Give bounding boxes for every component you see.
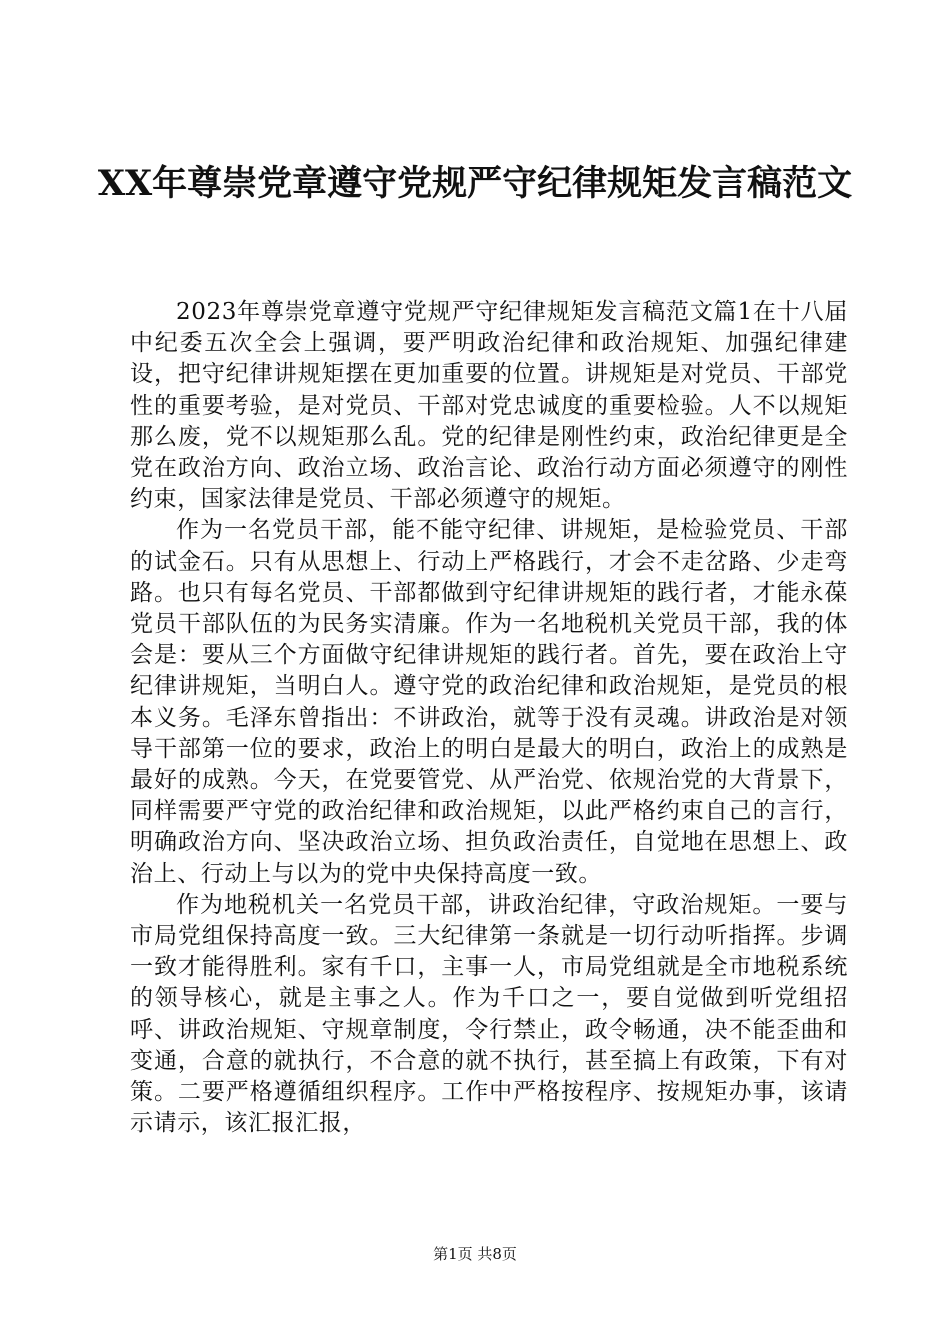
paragraph-2: 作为一名党员干部，能不能守纪律、讲规矩，是检验党员、干部的试金石。只有从思想上、行动上严格践行，才会不走岔路、少走弯路。也只有每名党员、干部都做到守纪律讲规矩的践行者，才能永葆党员干部队伍的为民务实清廉。作为一名地税机关党员干部，我的体会是：要从三个方面做守纪律讲规矩的践行者。首先，要在政治上守纪律讲规矩，当明白人。遵守党的政治纪律和政治规矩，是党员的根本义务。毛泽东曾指出：不讲政治，就等于没有灵魂。讲政治是对领导干部第一位的要求，政治上的明白是最大的明白，政治上的成熟是最好的成熟。今天，在党要管党、从严治党、依规治党的大背景下，同样需要严守党的政治纪律和政治规矩，以此严格约束自己的言行，明确政治方向、坚决政治立场、担负政治责任，自觉地在思想上、政治上、行动上与以为的党中央保持高度一致。 (130, 517, 848, 887)
document-title: XX年尊崇党章遵守党规严守纪律规矩发言稿范文 (97, 163, 853, 204)
page-number-footer: 第1页 共8页 (433, 1245, 517, 1263)
paragraph-1: 2023年尊崇党章遵守党规严守纪律规矩发言稿范文篇1在十八届中纪委五次全会上强调，要严明政治纪律和政治规矩、加强纪律建设，把守纪律讲规矩摆在更加重要的位置。讲规矩是对党员、干部党性的重要考验，是对党员、干部对党忠诚度的重要检验。人不以规矩那么废，党不以规矩那么乱。党的纪律是刚性约束，政治纪律更是全党在政治方向、政治立场、政治言论、政治行动方面必须遵守的刚性约束，国家法律是党员、干部必须遵守的规矩。 (130, 299, 848, 513)
paragraph-3: 作为地税机关一名党员干部，讲政治纪律，守政治规矩。一要与市局党组保持高度一致。三大纪律第一条就是一切行动听指挥。步调一致才能得胜利。家有千口，主事一人，市局党组就是全市地税系统的领导核心，就是主事之人。作为千口之一，要自觉做到听党组招呼、讲政治规矩、守规章制度，令行禁止，政令畅通，决不能歪曲和变通，合意的就执行，不合意的就不执行，甚至搞上有政策，下有对策。二要严格遵循组织程序。工作中严格按程序、按规矩办事，该请示请示，该汇报汇报， (130, 891, 848, 1137)
document-body (130, 297, 848, 1139)
